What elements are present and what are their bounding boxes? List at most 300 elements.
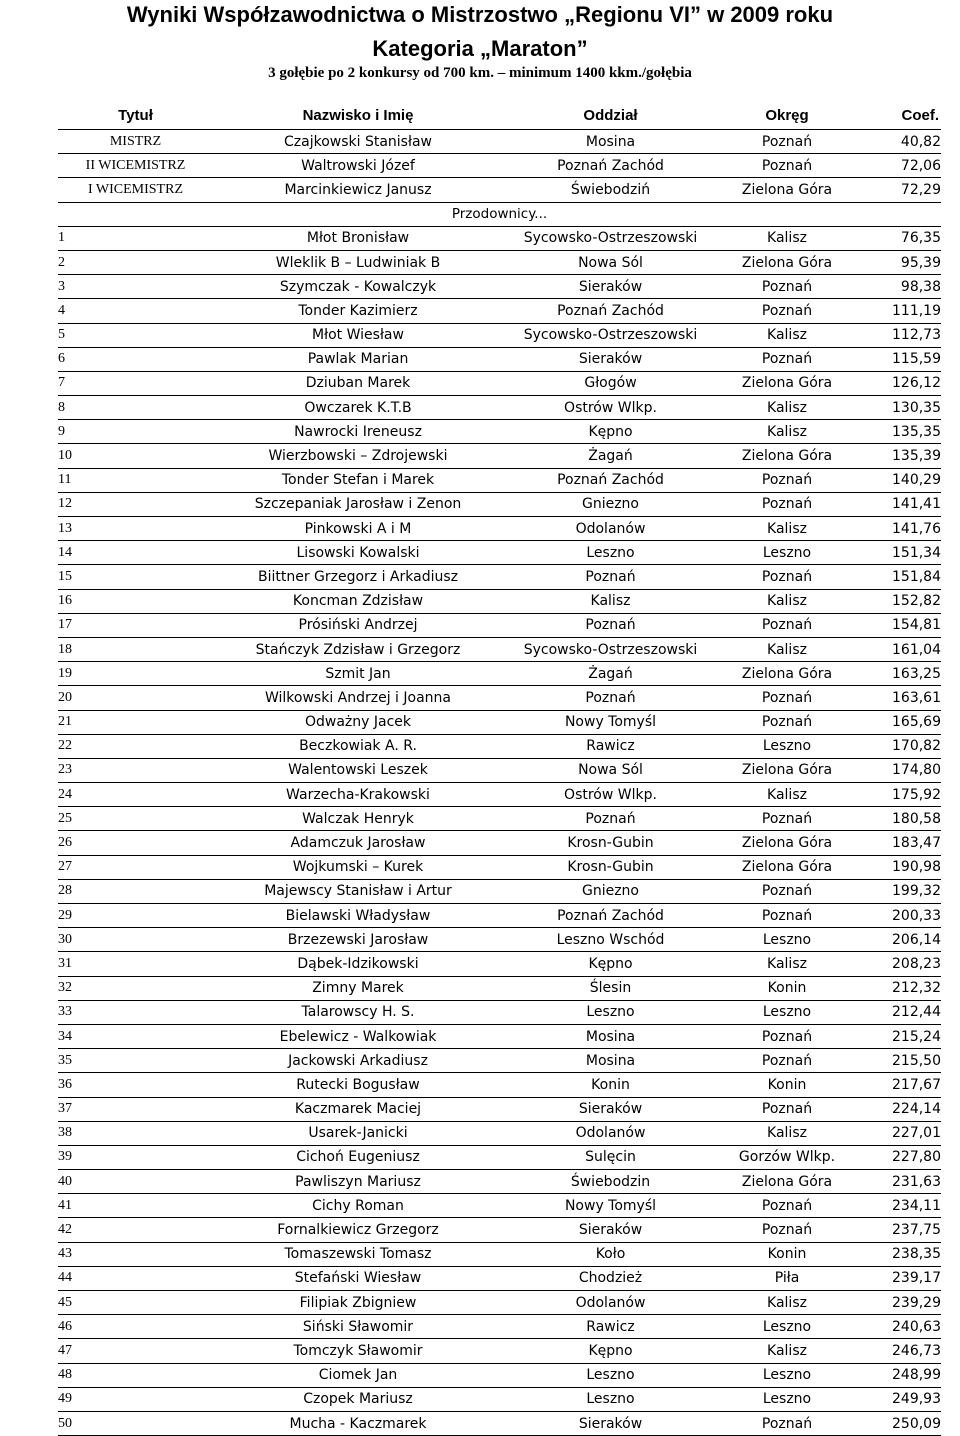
coef-cell: 240,63 xyxy=(856,1315,941,1339)
name-cell: Beczkowiak A. R. xyxy=(213,734,503,758)
name-cell: Wleklik B – Ludwiniak B xyxy=(213,250,503,274)
branch-cell: Rawicz xyxy=(503,1315,718,1339)
table-row xyxy=(58,1242,941,1266)
branch-cell: Nowa Sól xyxy=(503,250,718,274)
name-cell: Kaczmarek Maciej xyxy=(213,1097,503,1121)
coef-cell: 72,29 xyxy=(856,178,941,202)
table-row xyxy=(58,1000,941,1024)
name-cell: Stefański Wiesław xyxy=(213,1266,503,1290)
name-cell: Szymczak - Kowalczyk xyxy=(213,275,503,299)
branch-cell: Poznań xyxy=(503,686,718,710)
column-header-branch: Oddział xyxy=(503,102,718,130)
district-cell: Zielona Góra xyxy=(718,444,856,468)
name-cell: Młot Wiesław xyxy=(213,323,503,347)
district-cell: Poznań xyxy=(718,710,856,734)
coef-cell: 151,34 xyxy=(856,541,941,565)
branch-cell: Odolanów xyxy=(503,517,718,541)
rank-cell: 15 xyxy=(58,565,213,589)
branch-cell: Gniezno xyxy=(503,879,718,903)
branch-cell: Poznań xyxy=(503,613,718,637)
branch-cell: Sieraków xyxy=(503,275,718,299)
name-cell: Czajkowski Stanisław xyxy=(213,130,503,154)
table-row xyxy=(58,1218,941,1242)
table-row xyxy=(58,250,941,274)
table-row xyxy=(58,637,941,661)
branch-cell: Mosina xyxy=(503,1049,718,1073)
coef-cell: 246,73 xyxy=(856,1339,941,1363)
rank-cell: 50 xyxy=(58,1411,213,1435)
coef-cell: 163,25 xyxy=(856,662,941,686)
name-cell: Marcinkiewicz Janusz xyxy=(213,178,503,202)
rank-cell: 2 xyxy=(58,250,213,274)
table-row xyxy=(58,323,941,347)
table-row xyxy=(58,904,941,928)
rank-cell: 8 xyxy=(58,396,213,420)
district-cell: Zielona Góra xyxy=(718,371,856,395)
coef-cell: 154,81 xyxy=(856,613,941,637)
name-cell: Odważny Jacek xyxy=(213,710,503,734)
coef-cell: 95,39 xyxy=(856,250,941,274)
branch-cell: Sieraków xyxy=(503,1097,718,1121)
name-cell: Wilkowski Andrzej i Joanna xyxy=(213,686,503,710)
branch-cell: Ostrów Wlkp. xyxy=(503,783,718,807)
rank-cell: 4 xyxy=(58,299,213,323)
branch-cell: Nowy Tomyśl xyxy=(503,710,718,734)
results-table-body xyxy=(58,130,941,1436)
rank-cell: 37 xyxy=(58,1097,213,1121)
rank-cell: 29 xyxy=(58,904,213,928)
coef-cell: 72,06 xyxy=(856,154,941,178)
table-row xyxy=(58,299,941,323)
rank-cell: 25 xyxy=(58,807,213,831)
rank-cell: 27 xyxy=(58,855,213,879)
rank-cell: 42 xyxy=(58,1218,213,1242)
coef-cell: 174,80 xyxy=(856,758,941,782)
name-cell: Bielawski Władysław xyxy=(213,904,503,928)
branch-cell: Poznań Zachód xyxy=(503,154,718,178)
coef-cell: 141,41 xyxy=(856,492,941,516)
table-row xyxy=(58,710,941,734)
rank-cell: 3 xyxy=(58,275,213,299)
branch-cell: Żagań xyxy=(503,662,718,686)
district-cell: Poznań xyxy=(718,299,856,323)
district-cell: Kalisz xyxy=(718,1339,856,1363)
table-row xyxy=(58,589,941,613)
branch-cell: Krosn-Gubin xyxy=(503,831,718,855)
rank-cell: 36 xyxy=(58,1073,213,1097)
district-cell: Kalisz xyxy=(718,396,856,420)
rank-cell: 17 xyxy=(58,613,213,637)
rank-cell: 33 xyxy=(58,1000,213,1024)
district-cell: Poznań xyxy=(718,1097,856,1121)
rank-cell: 14 xyxy=(58,541,213,565)
table-row xyxy=(58,976,941,1000)
branch-cell: Leszno xyxy=(503,1363,718,1387)
rank-cell: 12 xyxy=(58,492,213,516)
coef-cell: 215,50 xyxy=(856,1049,941,1073)
coef-cell: 212,32 xyxy=(856,976,941,1000)
rank-cell: 20 xyxy=(58,686,213,710)
district-cell: Kalisz xyxy=(718,783,856,807)
district-cell: Leszno xyxy=(718,1387,856,1411)
branch-cell: Żagań xyxy=(503,444,718,468)
branch-cell: Konin xyxy=(503,1073,718,1097)
rank-cell: 47 xyxy=(58,1339,213,1363)
table-row xyxy=(58,928,941,952)
district-cell: Poznań xyxy=(718,492,856,516)
coef-cell: 151,84 xyxy=(856,565,941,589)
name-cell: Czopek Mariusz xyxy=(213,1387,503,1411)
district-cell: Zielona Góra xyxy=(718,1170,856,1194)
rank-cell: 38 xyxy=(58,1121,213,1145)
rank-cell: 49 xyxy=(58,1387,213,1411)
name-cell: Walentowski Leszek xyxy=(213,758,503,782)
district-cell: Poznań xyxy=(718,904,856,928)
rank-cell: 43 xyxy=(58,1242,213,1266)
district-cell: Poznań xyxy=(718,613,856,637)
branch-cell: Głogów xyxy=(503,371,718,395)
table-row xyxy=(58,396,941,420)
district-cell: Poznań xyxy=(718,807,856,831)
branch-cell: Kalisz xyxy=(503,589,718,613)
rank-cell: 46 xyxy=(58,1315,213,1339)
rank-cell: 34 xyxy=(58,1024,213,1048)
branch-cell: Odolanów xyxy=(503,1121,718,1145)
coef-cell: 199,32 xyxy=(856,879,941,903)
table-row xyxy=(58,831,941,855)
table-row xyxy=(58,1097,941,1121)
rank-cell: 35 xyxy=(58,1049,213,1073)
branch-cell: Ostrów Wlkp. xyxy=(503,396,718,420)
district-cell: Poznań xyxy=(718,275,856,299)
district-cell: Zielona Góra xyxy=(718,831,856,855)
name-cell: Ebelewicz - Walkowiak xyxy=(213,1024,503,1048)
coef-cell: 161,04 xyxy=(856,637,941,661)
name-cell: Usarek-Janicki xyxy=(213,1121,503,1145)
district-cell: Poznań xyxy=(718,1218,856,1242)
coef-cell: 250,09 xyxy=(856,1411,941,1435)
coef-cell: 239,29 xyxy=(856,1291,941,1315)
district-cell: Konin xyxy=(718,1073,856,1097)
branch-cell: Sieraków xyxy=(503,347,718,371)
district-cell: Gorzów Wlkp. xyxy=(718,1145,856,1169)
table-row xyxy=(58,347,941,371)
rank-cell: 6 xyxy=(58,347,213,371)
results-table xyxy=(58,102,941,1436)
name-cell: Mucha - Kaczmarek xyxy=(213,1411,503,1435)
name-cell: Tonder Kazimierz xyxy=(213,299,503,323)
name-cell: Tomczyk Sławomir xyxy=(213,1339,503,1363)
table-row xyxy=(58,1024,941,1048)
district-cell: Poznań xyxy=(718,686,856,710)
district-cell: Kalisz xyxy=(718,1121,856,1145)
name-cell: Waltrowski Józef xyxy=(213,154,503,178)
coef-cell: 165,69 xyxy=(856,710,941,734)
title-cell: I WICEMISTRZ xyxy=(58,178,213,202)
rank-cell: 18 xyxy=(58,637,213,661)
document-title: Wyniki Współzawodnictwa o Mistrzostwo „Regionu VI” w 2009 roku xyxy=(126,2,834,27)
district-cell: Konin xyxy=(718,976,856,1000)
coef-cell: 135,35 xyxy=(856,420,941,444)
category-subtitle: 3 gołębie po 2 konkursy od 700 km. – minimum 1400 kkm./gołębia xyxy=(268,65,692,81)
district-cell: Poznań xyxy=(718,347,856,371)
name-cell: Dąbek-Idzikowski xyxy=(213,952,503,976)
table-row xyxy=(58,468,941,492)
name-cell: Pawliszyn Mariusz xyxy=(213,1170,503,1194)
coef-cell: 98,38 xyxy=(856,275,941,299)
branch-cell: Poznań xyxy=(503,565,718,589)
table-row xyxy=(58,226,941,250)
name-cell: Biittner Grzegorz i Arkadiusz xyxy=(213,565,503,589)
name-cell: Cichy Roman xyxy=(213,1194,503,1218)
coef-cell: 238,35 xyxy=(856,1242,941,1266)
coef-cell: 217,67 xyxy=(856,1073,941,1097)
coef-cell: 215,24 xyxy=(856,1024,941,1048)
branch-cell: Poznań xyxy=(503,807,718,831)
table-row xyxy=(58,1315,941,1339)
rank-cell: 32 xyxy=(58,976,213,1000)
district-cell: Zielona Góra xyxy=(718,662,856,686)
branch-cell: Poznań Zachód xyxy=(503,904,718,928)
table-row xyxy=(58,686,941,710)
district-cell: Leszno xyxy=(718,928,856,952)
rank-cell: 16 xyxy=(58,589,213,613)
name-cell: Zimny Marek xyxy=(213,976,503,1000)
branch-cell: Mosina xyxy=(503,1024,718,1048)
separator-row xyxy=(58,202,941,226)
branch-cell: Leszno xyxy=(503,541,718,565)
branch-cell: Sieraków xyxy=(503,1411,718,1435)
coef-cell: 234,11 xyxy=(856,1194,941,1218)
table-row xyxy=(58,275,941,299)
branch-cell: Leszno xyxy=(503,1387,718,1411)
branch-cell: Mosina xyxy=(503,130,718,154)
champion-row xyxy=(58,130,941,154)
rank-cell: 7 xyxy=(58,371,213,395)
branch-cell: Ślesin xyxy=(503,976,718,1000)
name-cell: Pinkowski A i M xyxy=(213,517,503,541)
district-cell: Kalisz xyxy=(718,226,856,250)
branch-cell: Leszno xyxy=(503,1000,718,1024)
district-cell: Leszno xyxy=(718,541,856,565)
title-cell: II WICEMISTRZ xyxy=(58,154,213,178)
district-cell: Zielona Góra xyxy=(718,178,856,202)
name-cell: Szczepaniak Jarosław i Zenon xyxy=(213,492,503,516)
rank-cell: 19 xyxy=(58,662,213,686)
branch-cell: Koło xyxy=(503,1242,718,1266)
column-header-name: Nazwisko i Imię xyxy=(213,102,503,130)
name-cell: Fornalkiewicz Grzegorz xyxy=(213,1218,503,1242)
district-cell: Konin xyxy=(718,1242,856,1266)
table-row xyxy=(58,1387,941,1411)
coef-cell: 126,12 xyxy=(856,371,941,395)
district-cell: Kalisz xyxy=(718,952,856,976)
table-header-row xyxy=(58,102,941,130)
table-row xyxy=(58,758,941,782)
coef-cell: 170,82 xyxy=(856,734,941,758)
branch-cell: Świebodziń xyxy=(503,178,718,202)
district-cell: Poznań xyxy=(718,130,856,154)
rank-cell: 9 xyxy=(58,420,213,444)
branch-cell: Sycowsko-Ostrzeszowski xyxy=(503,323,718,347)
district-cell: Poznań xyxy=(718,1194,856,1218)
rank-cell: 5 xyxy=(58,323,213,347)
name-cell: Adamczuk Jarosław xyxy=(213,831,503,855)
branch-cell: Gniezno xyxy=(503,492,718,516)
table-row xyxy=(58,1291,941,1315)
coef-cell: 180,58 xyxy=(856,807,941,831)
table-row xyxy=(58,783,941,807)
coef-cell: 163,61 xyxy=(856,686,941,710)
rank-cell: 21 xyxy=(58,710,213,734)
rank-cell: 23 xyxy=(58,758,213,782)
district-cell: Leszno xyxy=(718,1315,856,1339)
coef-cell: 183,47 xyxy=(856,831,941,855)
rank-cell: 26 xyxy=(58,831,213,855)
branch-cell: Sycowsko-Ostrzeszowski xyxy=(503,637,718,661)
rank-cell: 1 xyxy=(58,226,213,250)
district-cell: Kalisz xyxy=(718,637,856,661)
table-row xyxy=(58,855,941,879)
coef-cell: 224,14 xyxy=(856,1097,941,1121)
branch-cell: Kępno xyxy=(503,1339,718,1363)
table-row xyxy=(58,1121,941,1145)
rank-cell: 11 xyxy=(58,468,213,492)
coef-cell: 212,44 xyxy=(856,1000,941,1024)
table-row xyxy=(58,662,941,686)
name-cell: Młot Bronisław xyxy=(213,226,503,250)
coef-cell: 141,76 xyxy=(856,517,941,541)
table-row xyxy=(58,1411,941,1435)
coef-cell: 190,98 xyxy=(856,855,941,879)
district-cell: Kalisz xyxy=(718,589,856,613)
table-row xyxy=(58,952,941,976)
rank-cell: 45 xyxy=(58,1291,213,1315)
name-cell: Talarowscy H. S. xyxy=(213,1000,503,1024)
name-cell: Nawrocki Ireneusz xyxy=(213,420,503,444)
rank-cell: 39 xyxy=(58,1145,213,1169)
name-cell: Filipiak Zbigniew xyxy=(213,1291,503,1315)
table-row xyxy=(58,1170,941,1194)
coef-cell: 227,80 xyxy=(856,1145,941,1169)
name-cell: Walczak Henryk xyxy=(213,807,503,831)
table-row xyxy=(58,444,941,468)
table-row xyxy=(58,1145,941,1169)
name-cell: Koncman Zdzisław xyxy=(213,589,503,613)
champion-row xyxy=(58,178,941,202)
branch-cell: Chodzież xyxy=(503,1266,718,1290)
district-cell: Zielona Góra xyxy=(718,758,856,782)
branch-cell: Krosn-Gubin xyxy=(503,855,718,879)
district-cell: Kalisz xyxy=(718,420,856,444)
name-cell: Stańczyk Zdzisław i Grzegorz xyxy=(213,637,503,661)
coef-cell: 140,29 xyxy=(856,468,941,492)
district-cell: Zielona Góra xyxy=(718,250,856,274)
name-cell: Siński Sławomir xyxy=(213,1315,503,1339)
district-cell: Leszno xyxy=(718,1000,856,1024)
table-row xyxy=(58,1073,941,1097)
district-cell: Poznań xyxy=(718,565,856,589)
coef-cell: 227,01 xyxy=(856,1121,941,1145)
coef-cell: 76,35 xyxy=(856,226,941,250)
branch-cell: Kępno xyxy=(503,952,718,976)
rank-cell: 22 xyxy=(58,734,213,758)
coef-cell: 200,33 xyxy=(856,904,941,928)
coef-cell: 112,73 xyxy=(856,323,941,347)
table-row xyxy=(58,1194,941,1218)
name-cell: Pawlak Marian xyxy=(213,347,503,371)
name-cell: Wojkumski – Kurek xyxy=(213,855,503,879)
name-cell: Majewscy Stanisław i Artur xyxy=(213,879,503,903)
rank-cell: 31 xyxy=(58,952,213,976)
table-row xyxy=(58,734,941,758)
rank-cell: 44 xyxy=(58,1266,213,1290)
district-cell: Poznań xyxy=(718,879,856,903)
district-cell: Leszno xyxy=(718,734,856,758)
category-title: Kategoria „Maraton” xyxy=(372,36,588,61)
champion-row xyxy=(58,154,941,178)
rank-cell: 24 xyxy=(58,783,213,807)
district-cell: Zielona Góra xyxy=(718,855,856,879)
branch-cell: Leszno Wschód xyxy=(503,928,718,952)
coef-cell: 111,19 xyxy=(856,299,941,323)
coef-cell: 248,99 xyxy=(856,1363,941,1387)
name-cell: Lisowski Kowalski xyxy=(213,541,503,565)
rank-cell: 10 xyxy=(58,444,213,468)
name-cell: Prósiński Andrzej xyxy=(213,613,503,637)
table-row xyxy=(58,565,941,589)
column-header-title: Tytuł xyxy=(58,102,213,130)
table-row xyxy=(58,371,941,395)
title-cell: MISTRZ xyxy=(58,130,213,154)
name-cell: Owczarek K.T.B xyxy=(213,396,503,420)
district-cell: Poznań xyxy=(718,1024,856,1048)
branch-cell: Świebodzin xyxy=(503,1170,718,1194)
branch-cell: Nowa Sól xyxy=(503,758,718,782)
name-cell: Wierzbowski – Zdrojewski xyxy=(213,444,503,468)
rank-cell: 48 xyxy=(58,1363,213,1387)
district-cell: Leszno xyxy=(718,1363,856,1387)
coef-cell: 237,75 xyxy=(856,1218,941,1242)
rank-cell: 41 xyxy=(58,1194,213,1218)
rank-cell: 40 xyxy=(58,1170,213,1194)
district-cell: Poznań xyxy=(718,1049,856,1073)
district-cell: Poznań xyxy=(718,468,856,492)
table-row xyxy=(58,1363,941,1387)
district-cell: Kalisz xyxy=(718,323,856,347)
table-row xyxy=(58,613,941,637)
separator-label: Przodownicy... xyxy=(58,202,941,226)
table-row xyxy=(58,541,941,565)
name-cell: Szmit Jan xyxy=(213,662,503,686)
district-cell: Kalisz xyxy=(718,517,856,541)
table-row xyxy=(58,1049,941,1073)
rank-cell: 28 xyxy=(58,879,213,903)
coef-cell: 249,93 xyxy=(856,1387,941,1411)
coef-cell: 206,14 xyxy=(856,928,941,952)
table-row xyxy=(58,420,941,444)
coef-cell: 115,59 xyxy=(856,347,941,371)
district-cell: Poznań xyxy=(718,154,856,178)
column-header-district: Okręg xyxy=(718,102,856,130)
table-row xyxy=(58,1266,941,1290)
name-cell: Warzecha-Krakowski xyxy=(213,783,503,807)
name-cell: Dziuban Marek xyxy=(213,371,503,395)
table-row xyxy=(58,879,941,903)
branch-cell: Sulęcin xyxy=(503,1145,718,1169)
branch-cell: Sieraków xyxy=(503,1218,718,1242)
district-cell: Kalisz xyxy=(718,1291,856,1315)
